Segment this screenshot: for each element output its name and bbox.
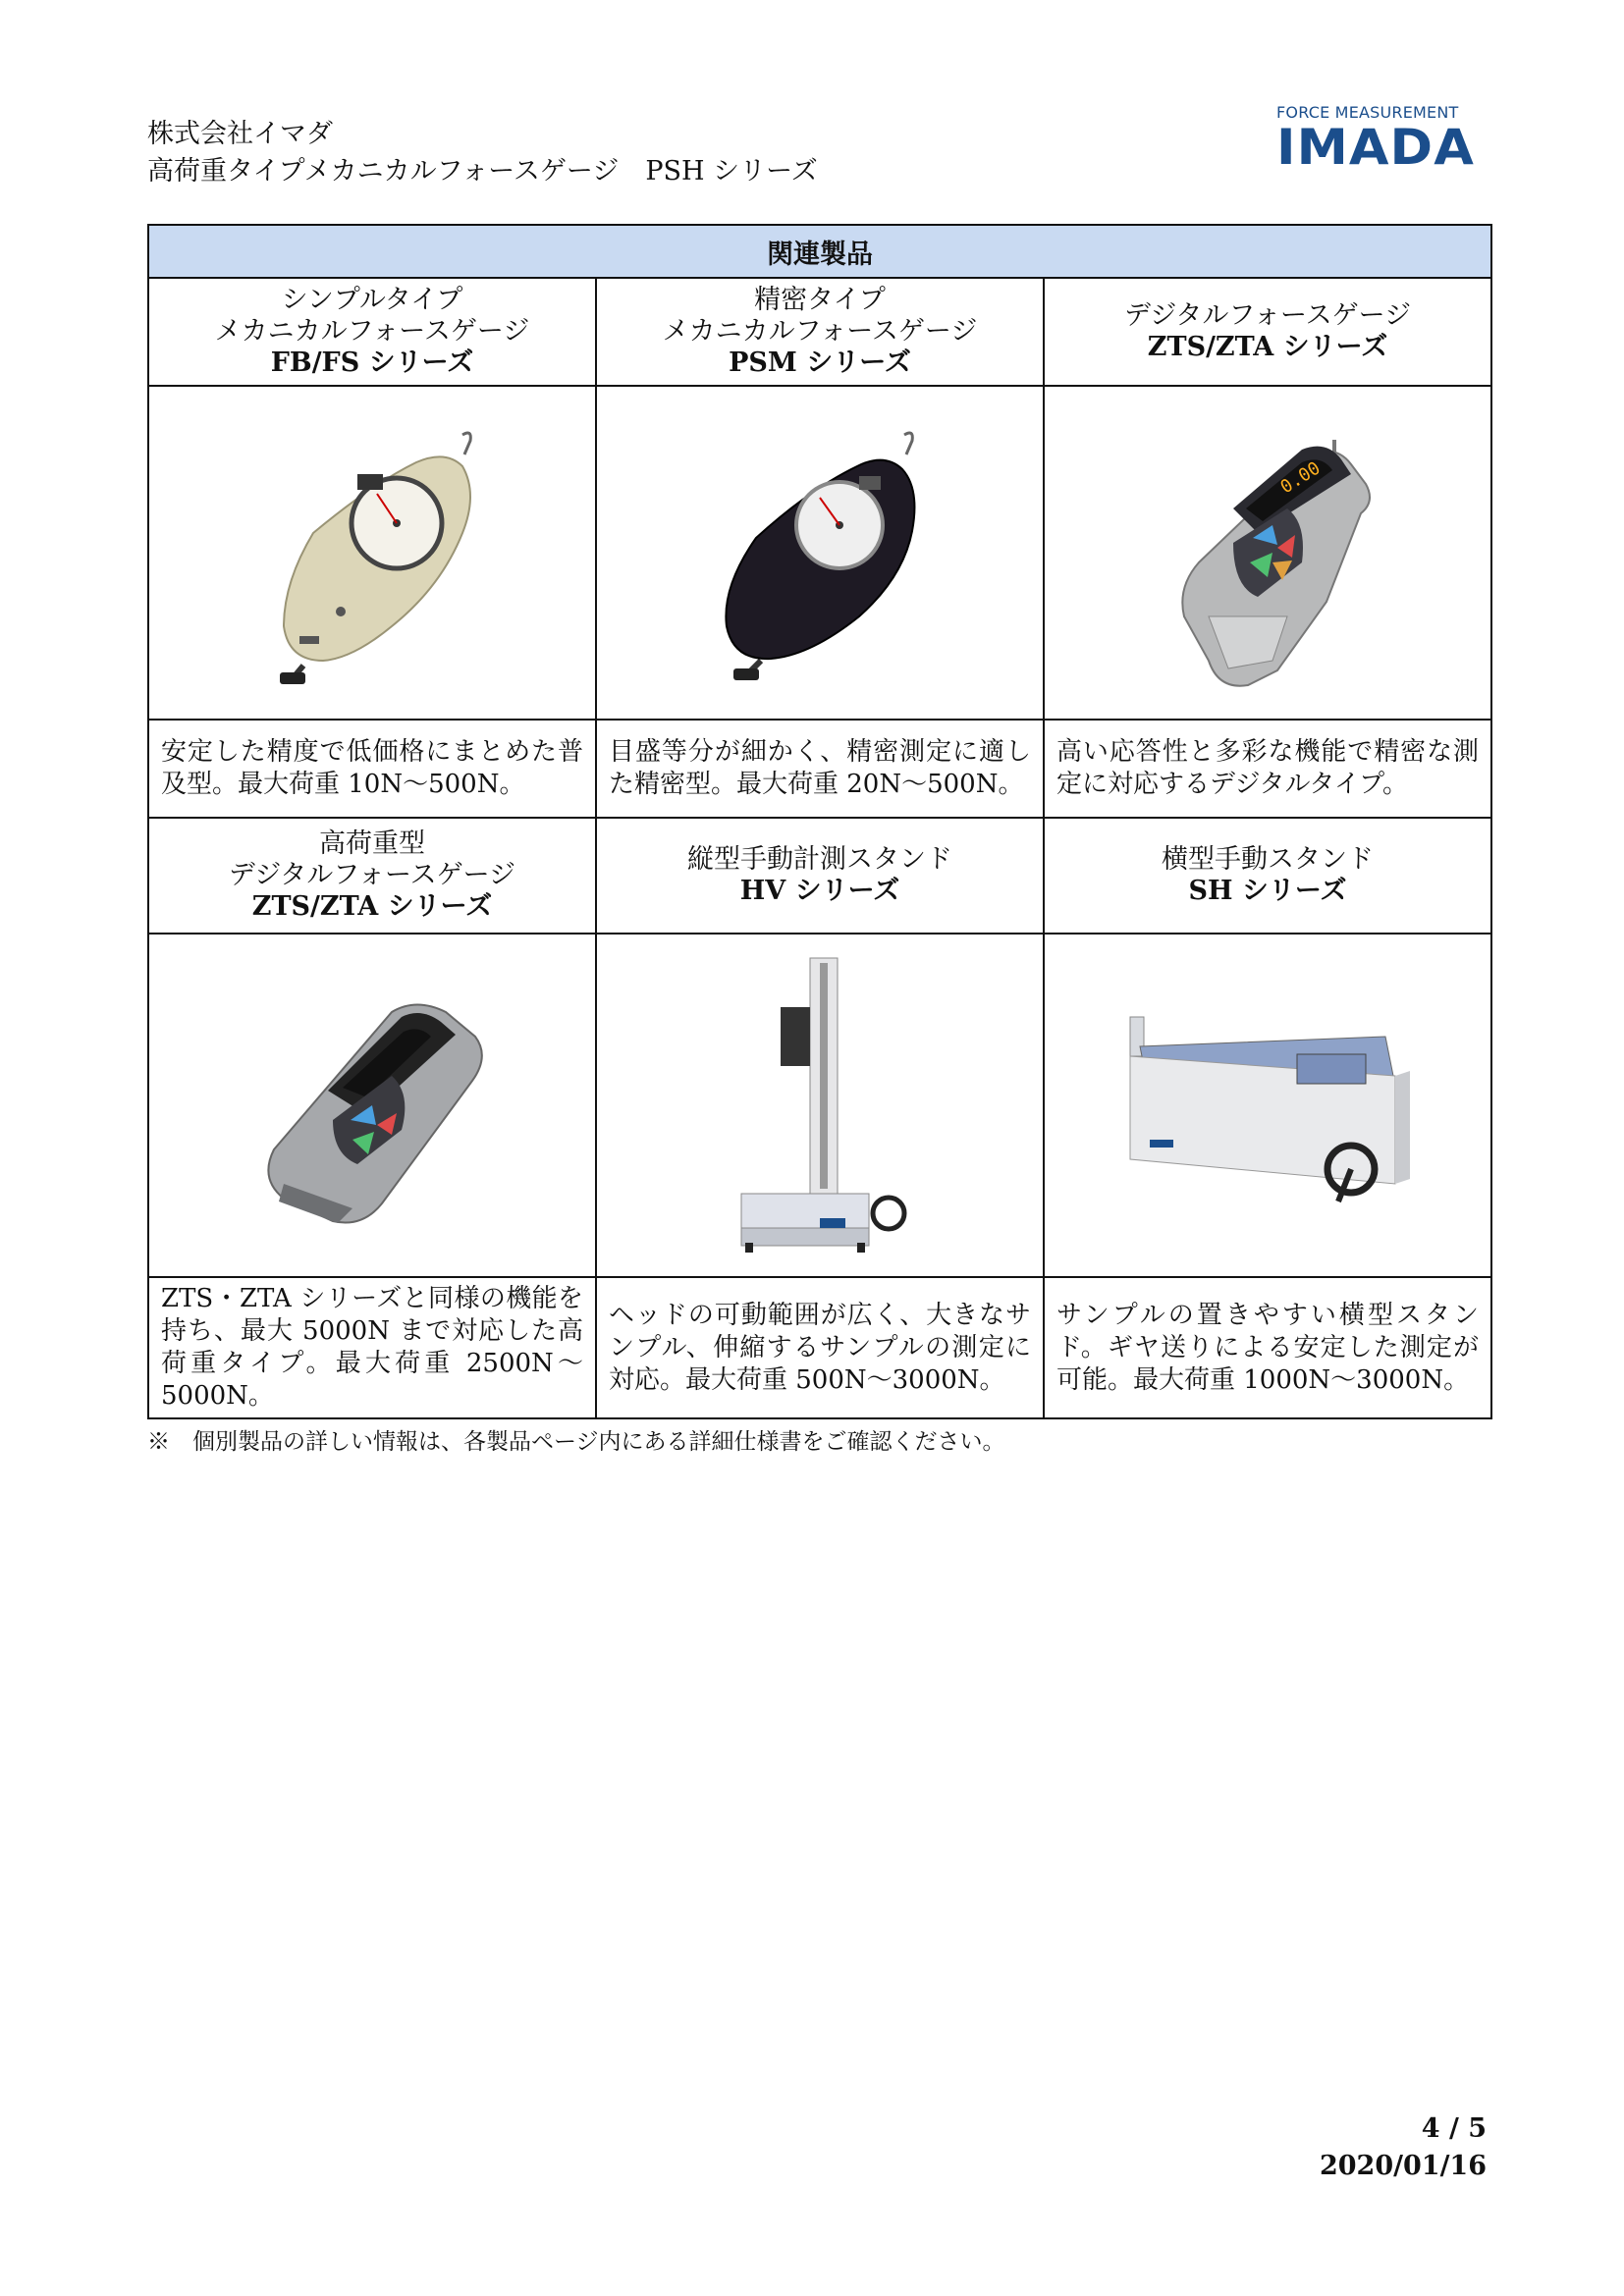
- document-header: [147, 116, 818, 190]
- product-series: PSM シリーズ: [729, 347, 911, 378]
- product-name-cell: [1044, 818, 1491, 934]
- product-name-line: デジタルフォースゲージ: [1123, 300, 1412, 331]
- product-name-cell: [1044, 278, 1491, 386]
- product-name-line: 縦型手動計測スタンド: [687, 844, 952, 875]
- logo-brand: IMADA: [1276, 119, 1475, 176]
- svg-text:0.00: 0.00: [1276, 457, 1325, 499]
- product-image-cell: [1044, 934, 1491, 1277]
- product-name-cell: [596, 278, 1044, 386]
- related-products-table: [147, 224, 1492, 1419]
- product-image-cell: [1044, 386, 1491, 720]
- company-name: 株式会社イマダ: [147, 119, 333, 149]
- product-name-line: 高荷重型: [319, 828, 425, 859]
- product-image-cell: [596, 386, 1044, 720]
- product-name-cell: [148, 278, 596, 386]
- product-name-line: 精密タイプ: [754, 285, 886, 315]
- product-name-line: メカニカルフォースゲージ: [662, 316, 978, 347]
- product-name-cell: [596, 818, 1044, 934]
- digital-gauge-image: [1140, 415, 1395, 690]
- product-name-line: デジタルフォースゲージ: [228, 860, 516, 890]
- product-image-cell: [596, 934, 1044, 1277]
- mechanical-gauge-beige-image: [244, 415, 500, 690]
- product-series: ZTS/ZTA シリーズ: [251, 891, 493, 922]
- product-description: 高い応答性と多彩な機能で精密な測定に対応するデジタルタイプ。: [1044, 720, 1491, 818]
- document-date: 2020/01/16: [1319, 2151, 1487, 2181]
- product-description: 安定した精度で低価格にまとめた普及型。最大荷重 10N～500N。: [148, 720, 596, 818]
- document-title: 高荷重タイプメカニカルフォースゲージ PSH シリーズ: [147, 156, 818, 187]
- product-series: ZTS/ZTA シリーズ: [1147, 332, 1388, 362]
- product-description: サンプルの置きやすい横型スタンド。ギヤ送りによる安定した測定が可能。最大荷重 1000N～3000N。: [1044, 1277, 1491, 1418]
- page-footer: [1320, 2110, 1487, 2185]
- vertical-stand-image: [702, 948, 938, 1262]
- product-series: HV シリーズ: [739, 876, 900, 906]
- product-name-line: 横型手動スタンド: [1162, 844, 1375, 875]
- page-number: 4 / 5: [1421, 2113, 1487, 2144]
- product-name-line: シンプルタイプ: [281, 285, 463, 315]
- product-series: SH シリーズ: [1188, 876, 1347, 906]
- horizontal-stand-image: [1110, 978, 1425, 1233]
- product-name-cell: [148, 818, 596, 934]
- logo-tagline: FORCE MEASUREMENT: [1276, 103, 1459, 122]
- product-description: ZTS・ZTA シリーズと同様の機能を持ち、最大 5000N まで対応した高荷重タイプ。最大荷重 2500N～5000N。: [148, 1277, 596, 1418]
- mechanical-gauge-black-image: [692, 415, 947, 690]
- footnote: ※ 個別製品の詳しい情報は、各製品ページ内にある詳細仕様書をご確認ください。: [147, 1429, 1005, 1455]
- product-description: ヘッドの可動範囲が広く、大きなサンプル、伸縮するサンプルの測定に対応。最大荷重 500N～3000N。: [596, 1277, 1044, 1418]
- product-description: 目盛等分が細かく、精密測定に適した精密型。最大荷重 20N～500N。: [596, 720, 1044, 818]
- product-name-line: メカニカルフォースゲージ: [214, 316, 530, 347]
- digital-gauge-high-load-image: [254, 978, 490, 1233]
- table-heading: 関連製品: [148, 225, 1491, 278]
- imada-logo: [1276, 104, 1485, 179]
- product-image-cell: [148, 934, 596, 1277]
- product-image-cell: [148, 386, 596, 720]
- product-series: FB/FS シリーズ: [270, 347, 474, 378]
